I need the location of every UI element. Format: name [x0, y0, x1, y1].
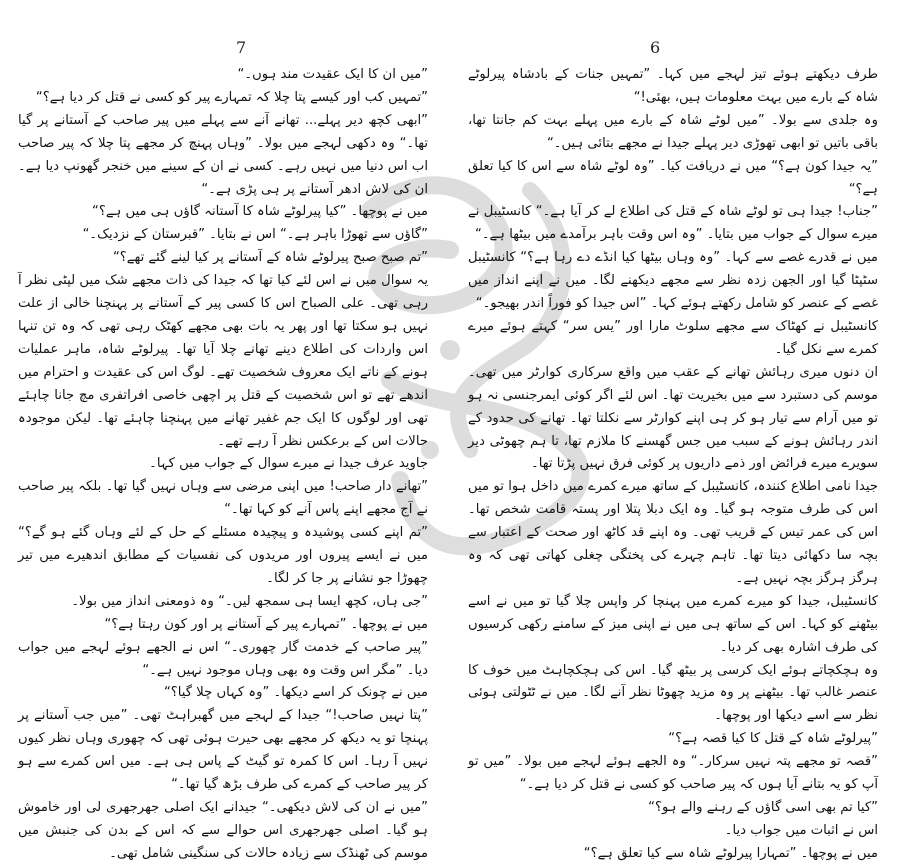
paragraph: ”کیا تم بھی اسی گاؤں کے رہنے والے ہو؟“ — [648, 800, 878, 815]
right-page-text-column — [468, 64, 878, 861]
paragraph: طرف دیکھتے ہوئے تیز لہجے میں کہا۔ ”تمہیں جنات کے بادشاہ پیرلوٹے شاہ کے بارے میں بہت معلومات ہیں، بھئی!“ — [468, 67, 878, 105]
paragraph: ”تم اپنے کسی پوشیدہ و پیچیدہ مسئلے کے حل کے لئے وہاں گئے ہو گے؟“ میں نے ایسے پیروں اور مریدوں کی نفسیات کے مطابق اندھیرے میں تیر چھوڑا جو نشانے پر جا کر لگا۔ — [18, 525, 428, 586]
paragraph: اس نے اثبات میں جواب دیا۔ — [724, 822, 878, 838]
paragraph: ”جی ہاں، کچھ ایسا ہی سمجھ لیں۔“ وہ ذومعنی انداز میں بولا۔ — [71, 593, 428, 609]
paragraph: میں نے پوچھا۔ ”کیا پیرلوٹے شاہ کا آستانہ گاؤں ہی میں ہے؟“ — [92, 204, 428, 220]
paragraph: ”گاؤں سے تھوڑا باہر ہے۔“ اس نے بتایا۔ ”قبرستان کے نزدیک۔“ — [82, 227, 428, 243]
paragraph: کانسٹیبل، جیدا کو میرے کمرے میں پہنچا کر واپس چلا گیا تو میں نے اسے بیٹھنے کو کہا۔ اس کے ساتھ ہی میں نے اپنی میز کے سامنے رکھی کرسیوں کی طرف اشارہ بھی کر دیا۔ — [468, 593, 878, 655]
paragraph: ”یہ جیدا کون ہے؟“ میں نے دریافت کیا۔ ”وہ لوٹے شاہ سے اس کا کیا تعلق ہے؟“ — [468, 158, 878, 197]
paragraph: ”تھانے دار صاحب! میں اپنی مرضی سے وہاں نہیں گیا تھا۔ بلکہ پیر صاحب نے آج مجھے اپنے پاس آنے کو کہا تھا۔“ — [18, 479, 428, 518]
paragraph: ”میں نے ان کی لاش دیکھی۔“ جیدانے ایک اصلی جھرجھری لی اور خاموش ہو گیا۔ اصلی جھرجھری اس حوالے سے کہ اس کے بدن کی جنبش میں موسم کی ٹھنڈک سے زیادہ حالات کی سنگینی شامل تھی۔ — [18, 800, 428, 861]
paragraph: وہ ہچکچاتے ہوئے ایک کرسی پر بیٹھ گیا۔ اس کی ہچکچاہٹ میں خوف کا عنصر غالب تھا۔ بیٹھنے پر وہ مزید چھوٹا نظر آنے لگا۔ میں نے ٹٹولتی ہوئی نظر سے اسے دیکھا اور پوچھا۔ — [468, 662, 878, 724]
paragraph: جیدا نامی اطلاع کنندہ، کانسٹیبل کے ساتھ میرے کمرے میں داخل ہوا تو میں اس کی طرف متوجہ ہو گیا۔ وہ ایک دبلا پتلا اور پستہ قامت شخص تھا۔ اس کی عمر تیس کے قریب تھی۔ وہ اپنے قد کاٹھ اور صحت کے اعتبار سے بچہ سا دکھائی دیتا تھا۔ تاہم چہرے کی پختگی چغلی کھاتی تھی کہ وہ ہرگز ہرگز بچہ نہیں ہے۔ — [468, 479, 878, 586]
paragraph: ”میں ان کا ایک عقیدت مند ہوں۔“ — [237, 67, 428, 82]
paragraph: ”پیرلوٹے شاہ کے قتل کا کیا قصہ ہے؟“ — [668, 731, 878, 747]
paragraph: ”پتا نہیں صاحب!“ جیدا کے لہجے میں گھبراہٹ تھی۔ ”میں جب آستانے پر پہنچا تو یہ دیکھ کر مجھے بھی حیرت ہوئی تھی کہ چھوری وہاں نظر کیوں نہیں آ رہا۔ اس کا کمرہ تو گیٹ کے پاس ہی ہے۔ میں اس کمرے سے ہو کر پیر صاحب کے کمرے کی طرف بڑھ گیا تھا۔“ — [18, 708, 428, 793]
paragraph: ان دنوں میری رہائش تھانے کے عقب میں واقع سرکاری کوارٹر میں تھی۔ موسم کی دستبرد سے میں بخیریت تھا۔ اس لئے اگر کوئی ایمرجنسی نہ ہو تو میں آرام سے تیار ہو کر ہی اپنے کوارٹر سے نکلتا تھا۔ تھانے کی حدود کے اندر رہائش ہونے کے سبب میں جس گھسنے کا ملازم تھا، تا ہم چھوٹی دیر سویرے میرے فرائض اور ذمے داریوں پر کوئی فرق نہیں پڑتا تھا۔ — [468, 364, 878, 472]
page-number-left: 7 — [236, 38, 247, 57]
paragraph: وہ جلدی سے بولا۔ ”میں لوٹے شاہ کے بارے میں پہلے بہت کم جانتا تھا، باقی باتیں تو ابھی تھوڑی دیر پہلے جیدا نے مجھے بتائی ہیں۔“ — [468, 112, 878, 151]
page-number-right: 6 — [650, 38, 661, 57]
paragraph: کانسٹیبل نے کھٹاک سے مجھے سلوٹ مارا اور ”یس سر“ کہتے ہوئے میرے کمرے سے نکل گیا۔ — [468, 318, 878, 357]
paragraph: ”جناب! جیدا ہی تو لوٹے شاہ کے قتل کی اطلاع لے کر آیا ہے۔“ کانسٹیبل نے میرے سوال کے جواب میں بتایا۔ ”وہ اس وقت باہر برآمدے میں بیٹھا ہے۔“ — [468, 204, 878, 243]
paragraph: ”تمہیں کب اور کیسے پتا چلا کہ تمہارے پیر کو کسی نے قتل کر دیا ہے؟“ — [35, 89, 428, 105]
paragraph: میں نے قدرے غصے سے کہا۔ ”وہ وہاں بیٹھا کیا انڈے دے رہا ہے؟“ کانسٹیبل سٹپٹا گیا اور الجھن زدہ نظر سے مجھے دیکھنے لگا۔ میں نے اپنے انداز میں غصے کے عنصر کو شامل رکھتے ہوئے کہا۔ ”اس جیدا کو فوراً اندر بھیجو۔“ — [468, 250, 878, 312]
paragraph: ”ابھی کچھ دیر پہلے... تھانے آنے سے پہلے میں پیر صاحب کے آستانے پر گیا تھا۔“ وہ دکھی لہجے میں بولا۔ ”وہاں پہنچ کر مجھے پتا چلا کہ پیر صاحب اب اس دنیا میں نہیں رہے۔ کسی نے ان کے سینے میں خنجر گھونپ دیا ہے۔ ان کی لاش ادھر آستانے پر ہی پڑی ہے۔“ — [18, 112, 428, 197]
paragraph: جاوید عرف جیدا نے میرے سوال کے جواب میں کہا۔ — [149, 456, 428, 472]
left-page-text-column — [18, 64, 428, 861]
paragraph: میں نے پوچھا۔ ”تمہارے پیر کے آستانے پر اور کون رہتا ہے؟“ — [104, 616, 428, 632]
paragraph: میں نے پوچھا۔ ”تمہارا پیرلوٹے شاہ سے کیا تعلق ہے؟“ — [583, 845, 878, 861]
paragraph: میں نے چونک کر اسے دیکھا۔ ”وہ کہاں چلا گیا؟“ — [163, 685, 428, 701]
paragraph: ”قصہ تو مجھے پتہ نہیں سرکار۔“ وہ الجھے ہوئے لہجے میں بولا۔ ”میں تو آپ کو یہ بتانے آیا ہوں کہ پیر صاحب کو کسی نے قتل کر دیا ہے۔“ — [468, 754, 878, 793]
paragraph: یہ سوال میں نے اس لئے کیا تھا کہ جیدا کی ذات مجھے شک میں لپٹی نظر آ رہی تھی۔ علی الصباح اس کا کسی پیر کے آستانے پر پہنچنا خالی از علت نہیں ہو سکتا تھا اور پھر یہ بات بھی مجھے کھٹک رہی تھی کہ وہ تن تنہا اس واردات کی اطلاع دینے تھانے چلا آیا تھا۔ پیرلوٹے شاہ، ماہر عملیات ہونے کے ناتے ایک معروف شخصیت تھے۔ لوگ اس کی عقیدت و احترام میں اندھے تھے تو اس شخصیت کے قتل پر اچھی خاصی افراتفری مچ جانا چاہئے تھی اور لوگوں کا ایک جم غفیر تھانے میں پہنچنا چاہئے تھا۔ لیکن موجودہ حالات اس کے برعکس نظر آ رہے تھے۔ — [18, 273, 428, 449]
paragraph: ”پیر صاحب کے خدمت گار چھوری۔“ اس نے الجھے ہوئے لہجے میں جواب دیا۔ ”مگر اس وقت وہ بھی وہاں موجود نہیں ہے۔“ — [18, 639, 428, 678]
paragraph: ”تم صبح صبح پیرلوٹے شاہ کے آستانے پر کیا لینے گئے تھے؟“ — [112, 250, 428, 266]
